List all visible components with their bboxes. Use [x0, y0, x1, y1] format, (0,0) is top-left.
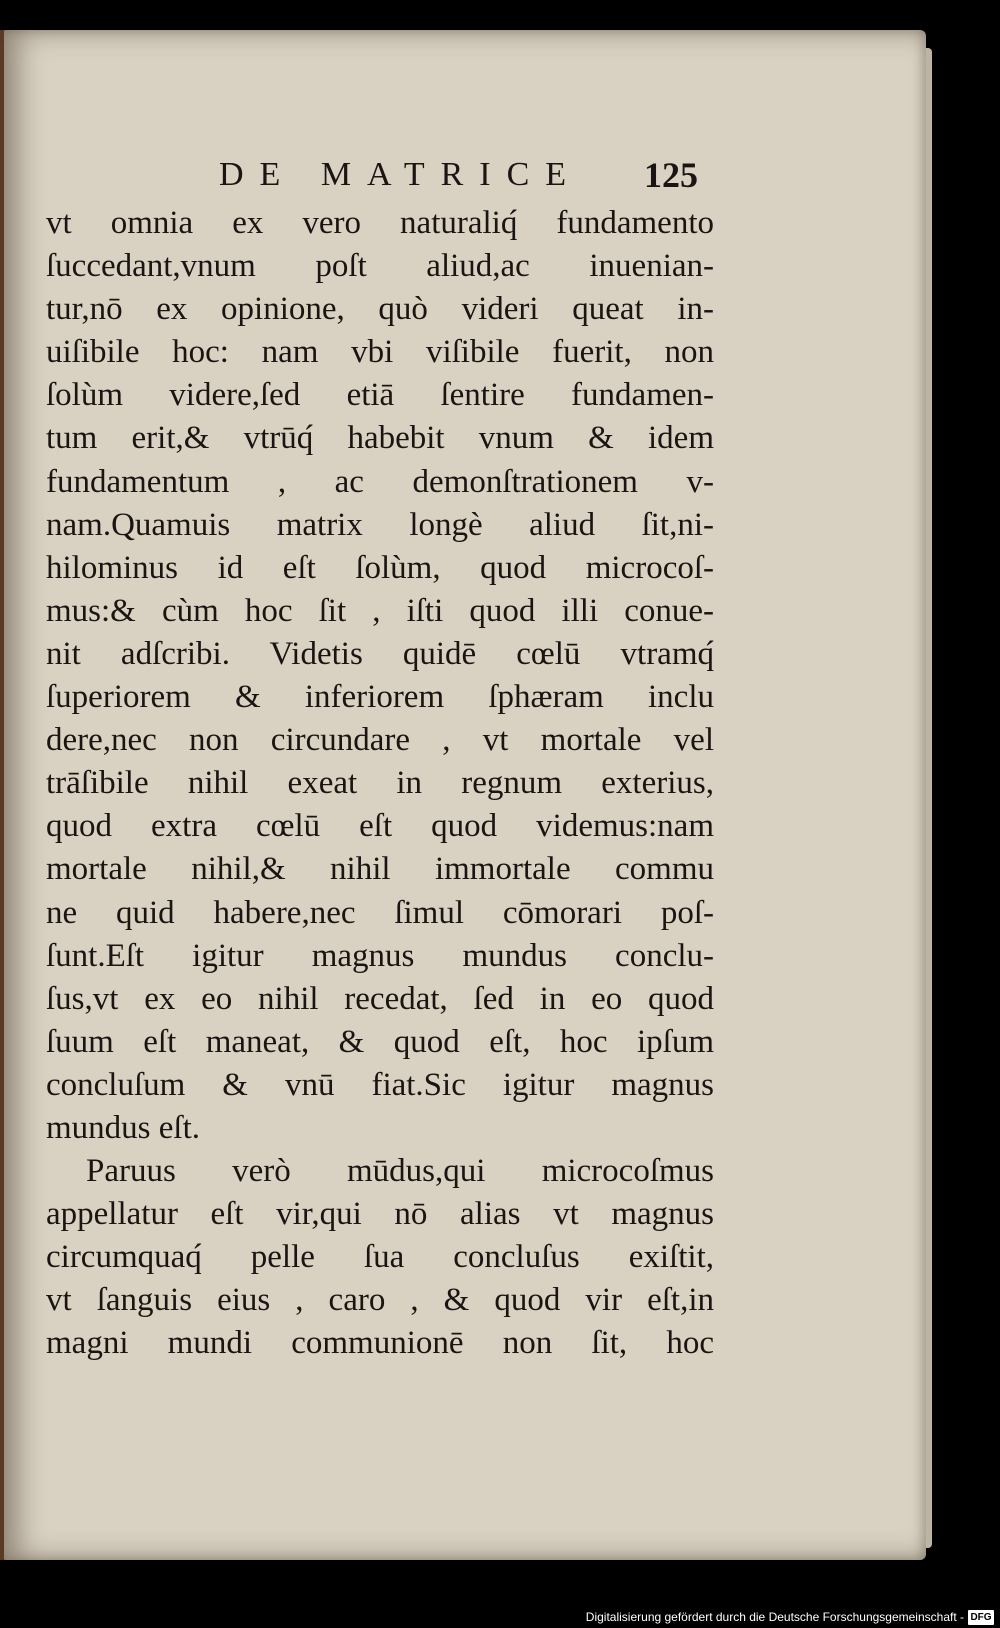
text-line: vt omnia ex vero naturaliq́ fundamento [46, 205, 714, 241]
text-line: ſuum eſt maneat, & quod eſt, hoc ipſum [46, 1023, 714, 1060]
text-line: mundus eſt. [46, 1109, 200, 1146]
text-line: ſuccedant,vnum poſt aliud,ac inuenian- [46, 248, 714, 285]
text-line: hilominus id eſt ſolùm, quod microcoſ- [46, 549, 714, 586]
text-line: ſus,vt ex eo nihil recedat, ſed in eo quod [46, 980, 714, 1017]
text-line: appellatur eſt vir,qui nō alias vt magnus [46, 1196, 714, 1233]
text-line: nit adſcribi. Videtis quidē cœlū vtramq́ [46, 635, 714, 672]
text-line: tur,nō ex opinione, quò videri queat in- [46, 291, 714, 328]
text-line: ſunt.Eſt igitur magnus mundus conclu- [46, 937, 714, 974]
text-line: Paruus verò mūdus,qui microcoſmus [86, 1153, 714, 1190]
text-line: concluſum & vnū fiat.Sic igitur magnus [46, 1066, 714, 1103]
text-line: ne quid habere,nec ſimul cōmorari poſ- [46, 894, 714, 931]
text-line: ſolùm videre,ſed etiā ſentire fundamen- [46, 377, 714, 414]
body-text [46, 202, 714, 1366]
text-line: fundamentum , ac demonſtrationem v- [46, 463, 714, 500]
text-line: mortale nihil,& nihil immortale commu [46, 851, 714, 888]
text-line: quod extra cœlū eſt quod videmus:nam [46, 808, 714, 845]
text-line: magni mundi communionē non ſit, hoc [46, 1325, 714, 1362]
page-number: 125 [644, 155, 698, 195]
text-line: ſuperiorem & inferiorem ſphæram inclu [46, 679, 714, 716]
running-head [4, 128, 926, 195]
digitization-footer [0, 1607, 1000, 1628]
text-line: trāſibile nihil exeat in regnum exterius, [46, 765, 714, 802]
text-line: circumquaq́ pelle ſua concluſus exiſtit, [46, 1239, 714, 1276]
text-line: dere,nec non circundare , vt mortale vel [46, 722, 714, 759]
text-line: uiſibile hoc: nam vbi viſibile fuerit, non [46, 334, 714, 371]
text-line: vt ſanguis eius , caro , & quod vir eſt,in [46, 1282, 714, 1319]
text-line: tum erit,& vtrūq́ habebit vnum & idem [46, 420, 714, 457]
running-head-title: DE MATRICE [219, 156, 583, 193]
text-line: mus:& cùm hoc ſit , iſti quod illi conue- [46, 592, 714, 629]
dfg-logo: DFG [968, 1610, 994, 1625]
text-line: nam.Quamuis matrix longè aliud ſit,ni- [46, 506, 714, 543]
book-page [4, 30, 926, 1560]
funding-credit: Digitalisierung gefördert durch die Deutsche Forschungsgemeinschaft - [585, 1610, 964, 1624]
